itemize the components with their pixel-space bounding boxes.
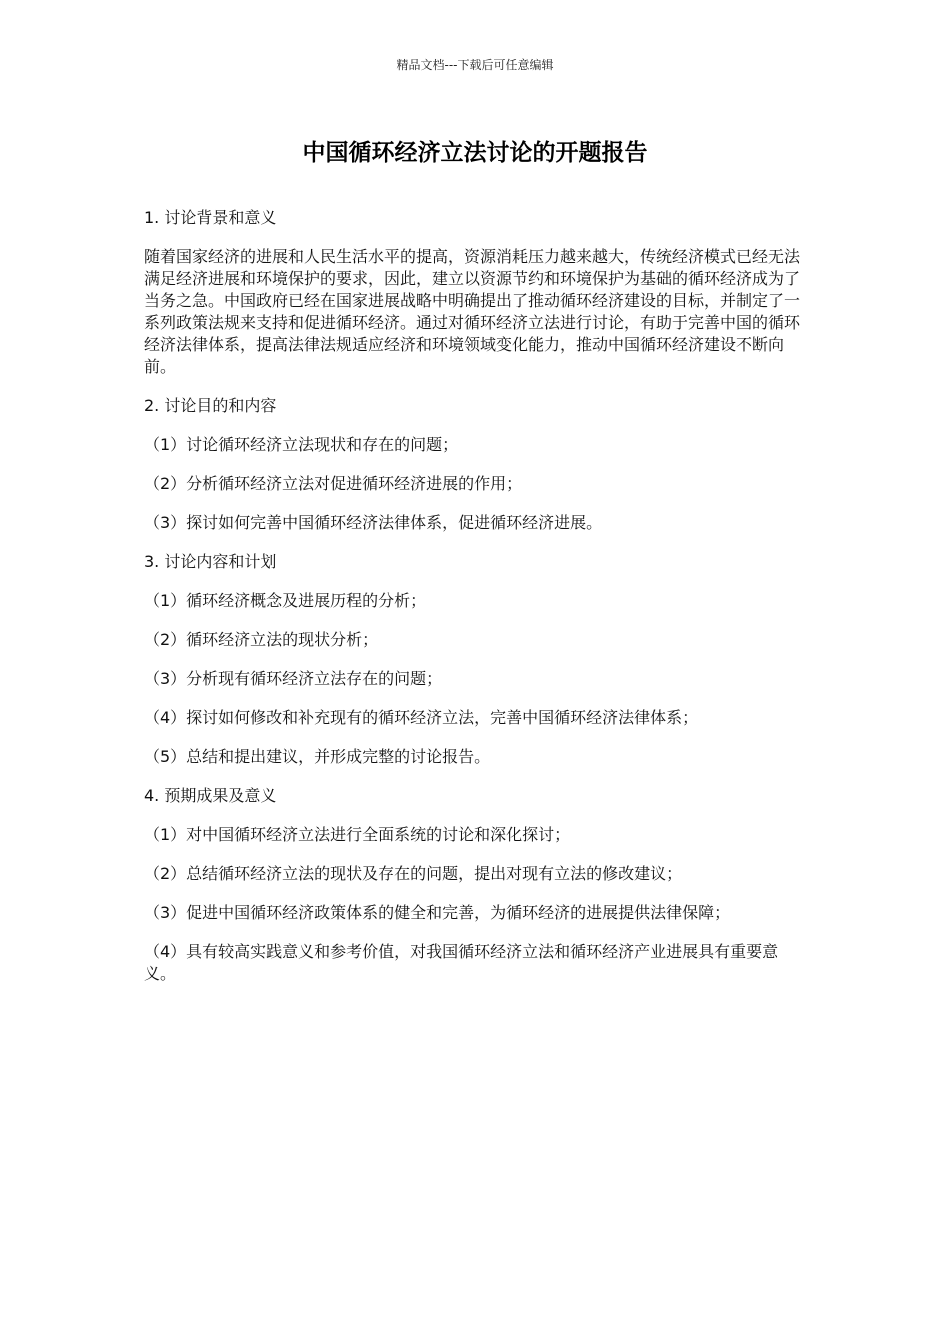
list-item: （4）具有较高实践意义和参考价值，对我国循环经济立法和循环经济产业进展具有重要意义。 (144, 942, 779, 983)
list-item: （3）探讨如何完善中国循环经济法律体系，促进循环经济进展。 (144, 513, 603, 532)
list-item: （2）总结循环经济立法的现状及存在的问题，提出对现有立法的修改建议； (144, 864, 683, 883)
section-heading: 2. 讨论目的和内容 (144, 396, 277, 415)
document-title: 中国循环经济立法讨论的开题报告 (302, 140, 648, 166)
list-item: （1）循环经济概念及进展历程的分析； (144, 591, 427, 610)
section-heading: 4. 预期成果及意义 (144, 786, 277, 805)
list-item: （2）循环经济立法的现状分析； (144, 630, 379, 649)
document-body (144, 207, 808, 1002)
section-heading: 1. 讨论背景和意义 (144, 208, 277, 227)
section-heading: 3. 讨论内容和计划 (144, 552, 277, 571)
list-item: （2）分析循环经济立法对促进循环经济进展的作用； (144, 474, 523, 493)
list-item: （3）促进中国循环经济政策体系的健全和完善，为循环经济的进展提供法律保障； (144, 903, 731, 922)
header-note: 精品文档---下载后可任意编辑 (396, 58, 554, 72)
list-item: （1）讨论循环经济立法现状和存在的问题； (144, 435, 459, 454)
list-item: （3）分析现有循环经济立法存在的问题； (144, 669, 443, 688)
section-paragraph: 随着国家经济的进展和人民生活水平的提高，资源消耗压力越来越大，传统经济模式已经无法满足经济进展和环境保护的要求，因此，建立以资源节约和环境保护为基础的循环经济成为了当务之急。中国政府已经在国家进展战略中明确提出了推动循环经济建设的目标，并制定了一系列政策法规来支持和促进循环经济。通过对循环经济立法进行讨论，有助于完善中国的循环经济法律体系，提高法律法规适应经济和环境领域变化能力，推动中国循环经济建设不断向前。 (144, 247, 801, 376)
list-item: （5）总结和提出建议，并形成完整的讨论报告。 (144, 747, 491, 766)
list-item: （4）探讨如何修改和补充现有的循环经济立法，完善中国循环经济法律体系； (144, 708, 699, 727)
list-item: （1）对中国循环经济立法进行全面系统的讨论和深化探讨； (144, 825, 571, 844)
